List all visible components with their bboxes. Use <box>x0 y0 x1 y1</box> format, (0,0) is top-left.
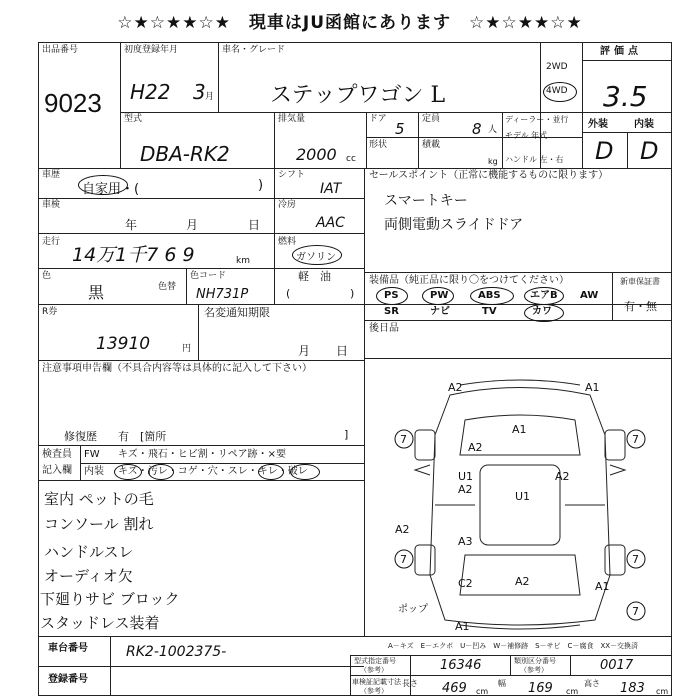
type-no-sub: （参考） <box>360 666 388 674</box>
diagram-note: ポップ <box>398 604 428 615</box>
svg-text:U1: U1 <box>515 490 531 503</box>
fuel-label: 燃料 <box>278 237 297 247</box>
equipment-label: 装備品（純正品に限り〇をつけてください） <box>369 275 569 286</box>
equipment-navi: ナビ <box>430 306 450 317</box>
ac-value: AAC <box>316 215 345 231</box>
shift-label: シフト <box>278 170 306 180</box>
repair-value: 有 [箇所 <box>118 430 167 443</box>
name-value: ステップワゴン L <box>270 83 446 108</box>
sales-point-label: セールスポイント（正常に機能するものに限ります） <box>369 170 609 181</box>
inspection-day: 日 <box>248 218 261 232</box>
color-tone-label: 色替 <box>158 282 177 292</box>
lot-number: 9023 <box>44 88 102 118</box>
fuel-paren-open: ( <box>286 287 291 300</box>
post-install-label: 後日品 <box>369 323 399 334</box>
model-value: DBA-RK2 <box>140 142 230 166</box>
note-2: コンソール 割れ <box>44 515 154 533</box>
diagram-legend: A－キズ E－エクボ U－凹み W－補修跡 S－サビ C－腐食 XX－交換済 <box>388 642 639 650</box>
cc-label: 排気量 <box>278 114 306 124</box>
interior-items: キズ・汚レ・コゲ・穴・スレ・キレ・破レ <box>118 466 308 477</box>
color-value: 黒 <box>88 283 105 302</box>
int-label: 内装 <box>634 119 654 130</box>
svg-text:A1: A1 <box>512 423 527 436</box>
length-unit: cm <box>476 687 489 696</box>
recycle-unit: 円 <box>182 344 192 354</box>
fuel-paren-close: ) <box>350 287 355 300</box>
cc-value: 2000 <box>296 145 337 164</box>
history-close: ) <box>258 178 264 193</box>
load-label: 積載 <box>422 140 441 150</box>
notice-label: 名変通知期限 <box>204 306 270 319</box>
fuel-gas: ガソリン <box>296 252 336 263</box>
model-year-label: モデル 年式 <box>505 131 548 140</box>
dealer-label: ディーラー・並行 <box>505 115 569 124</box>
name-label: 車名・グレード <box>222 45 286 55</box>
height-unit: cm <box>656 687 669 696</box>
svg-text:A3: A3 <box>458 535 473 548</box>
class-no-label: 類別区分番号 <box>514 657 556 665</box>
shift-value: IAT <box>320 181 342 197</box>
seats-value: 8 <box>472 120 482 138</box>
fuel-diesel: 軽 油 <box>298 270 331 283</box>
repair-label: 修復歴 <box>64 430 97 443</box>
repair-close: ] <box>344 428 349 441</box>
equipment-kawa: カワ <box>532 306 552 317</box>
svg-text:A2: A2 <box>458 483 473 496</box>
svg-text:7: 7 <box>632 605 639 618</box>
cc-unit: cc <box>346 154 356 164</box>
door-value: 5 <box>395 120 405 138</box>
warranty-value: 有・無 <box>624 300 657 313</box>
svg-text:A1: A1 <box>455 620 470 633</box>
remarks-label: 注意事項申告欄（不具合内容等は具体的に記入して下さい） <box>42 363 312 374</box>
chassis-value: RK2-1002375- <box>126 644 227 660</box>
door-label: ドア <box>369 114 387 124</box>
svg-text:7: 7 <box>400 553 407 566</box>
score-value: 3.5 <box>603 80 648 113</box>
inspection-year: 年 <box>125 218 138 232</box>
width-value: 169 <box>528 681 553 696</box>
note-1: 室内 ペットの毛 <box>44 490 154 508</box>
color-code-label: 色コード <box>190 271 227 281</box>
note-3: ハンドルスレ <box>44 543 134 561</box>
equipment-ps: PS <box>384 290 399 301</box>
sales-point-item-2: 両側電動スライドドア <box>384 217 524 233</box>
notice-day: 日 <box>336 344 349 358</box>
equipment-airbag: エアB <box>530 290 558 301</box>
svg-text:U1: U1 <box>458 470 474 483</box>
size-label: 車検証記載寸法 <box>352 678 401 686</box>
registration-label: 登録番号 <box>48 674 88 685</box>
drive-2wd: 2WD <box>546 62 568 72</box>
ext-value: D <box>595 137 614 165</box>
history-label: 車歴 <box>42 170 61 180</box>
chassis-label: 車台番号 <box>48 643 88 654</box>
inspector-label-2: 記入欄 <box>42 465 72 476</box>
color-code-value: NH731P <box>196 287 249 302</box>
notice-month: 月 <box>298 344 311 358</box>
svg-text:A2: A2 <box>395 523 410 536</box>
sales-point-item-1: スマートキー <box>384 193 468 209</box>
svg-text:A2: A2 <box>515 575 530 588</box>
model-label: 型式 <box>124 114 143 124</box>
equipment-aw: AW <box>580 290 599 301</box>
svg-text:A2: A2 <box>555 470 570 483</box>
svg-text:A2: A2 <box>468 441 483 454</box>
inspection-month: 月 <box>186 218 199 232</box>
equipment-abs: ABS <box>478 290 501 301</box>
class-no-sub: （参考） <box>520 666 548 674</box>
load-unit: kg <box>488 157 498 166</box>
interior-label: 内装 <box>84 466 104 477</box>
mileage-value: 14万1千7 6 9 <box>72 244 195 266</box>
length-label: 長さ <box>402 679 418 688</box>
reg-label: 初度登録年月 <box>124 45 179 55</box>
recycle-value: 13910 <box>96 334 151 354</box>
width-label: 幅 <box>498 679 506 688</box>
banner: ☆★☆★★☆★ 現車はJU函館にあります ☆★☆★★☆★ <box>117 13 583 33</box>
class-no-value: 0017 <box>600 658 634 673</box>
note-4: オーディオ欠 <box>44 567 133 585</box>
size-sub: （参考） <box>360 687 388 695</box>
color-label: 色 <box>42 271 52 281</box>
length-value: 469 <box>442 681 467 696</box>
inspection-label: 車検 <box>42 200 61 210</box>
interior-circle-kizu <box>114 464 142 480</box>
height-value: 183 <box>620 681 645 696</box>
svg-text:C2: C2 <box>458 577 473 590</box>
note-5: 下廻りサビ ブロック <box>40 590 180 608</box>
svg-text:7: 7 <box>632 553 639 566</box>
interior-circle-kire <box>290 464 320 480</box>
history-value: 自家用・( <box>82 182 140 197</box>
inspector-label-1: 検査員 <box>42 449 72 460</box>
type-no-value: 16346 <box>440 658 482 673</box>
equipment-tv: TV <box>482 306 497 317</box>
width-unit: cm <box>566 687 579 696</box>
ac-label: 冷房 <box>278 200 297 210</box>
fw-items: キズ・飛石・ヒビ割・リペア跡・×要 <box>118 449 286 460</box>
lot-label: 出品番号 <box>42 45 79 55</box>
height-label: 高さ <box>584 679 600 688</box>
interior-circle-yogore <box>148 464 174 480</box>
warranty-label: 新車保証書 <box>620 277 660 286</box>
mileage-unit: km <box>236 256 250 266</box>
reg-month-unit: 月 <box>205 92 215 102</box>
int-value: D <box>640 137 659 165</box>
shape-label: 形状 <box>369 140 388 150</box>
car-damage-diagram <box>370 375 670 635</box>
reg-month: 3 <box>193 80 206 104</box>
svg-text:7: 7 <box>632 433 639 446</box>
mileage-label: 走行 <box>42 237 61 247</box>
reg-era: H22 <box>130 80 171 104</box>
interior-circle-sure <box>258 464 284 480</box>
svg-text:A2: A2 <box>448 381 463 394</box>
handle-label: ハンドル 左・右 <box>505 155 564 164</box>
type-no-label: 型式指定番号 <box>354 657 396 665</box>
svg-text:A1: A1 <box>595 580 610 593</box>
fw-label: FW <box>84 449 100 460</box>
svg-text:7: 7 <box>400 433 407 446</box>
svg-text:A1: A1 <box>585 381 600 394</box>
ext-label: 外装 <box>588 119 608 130</box>
seats-label: 定員 <box>422 114 441 124</box>
note-6: スタッドレス装着 <box>40 614 160 632</box>
seats-unit: 人 <box>488 125 498 135</box>
score-label: 評価点 <box>600 46 642 57</box>
recycle-label: R券 <box>42 307 58 317</box>
equipment-sr: SR <box>384 306 399 317</box>
drive-4wd: 4WD <box>546 86 568 96</box>
equipment-pw: PW <box>430 290 449 301</box>
